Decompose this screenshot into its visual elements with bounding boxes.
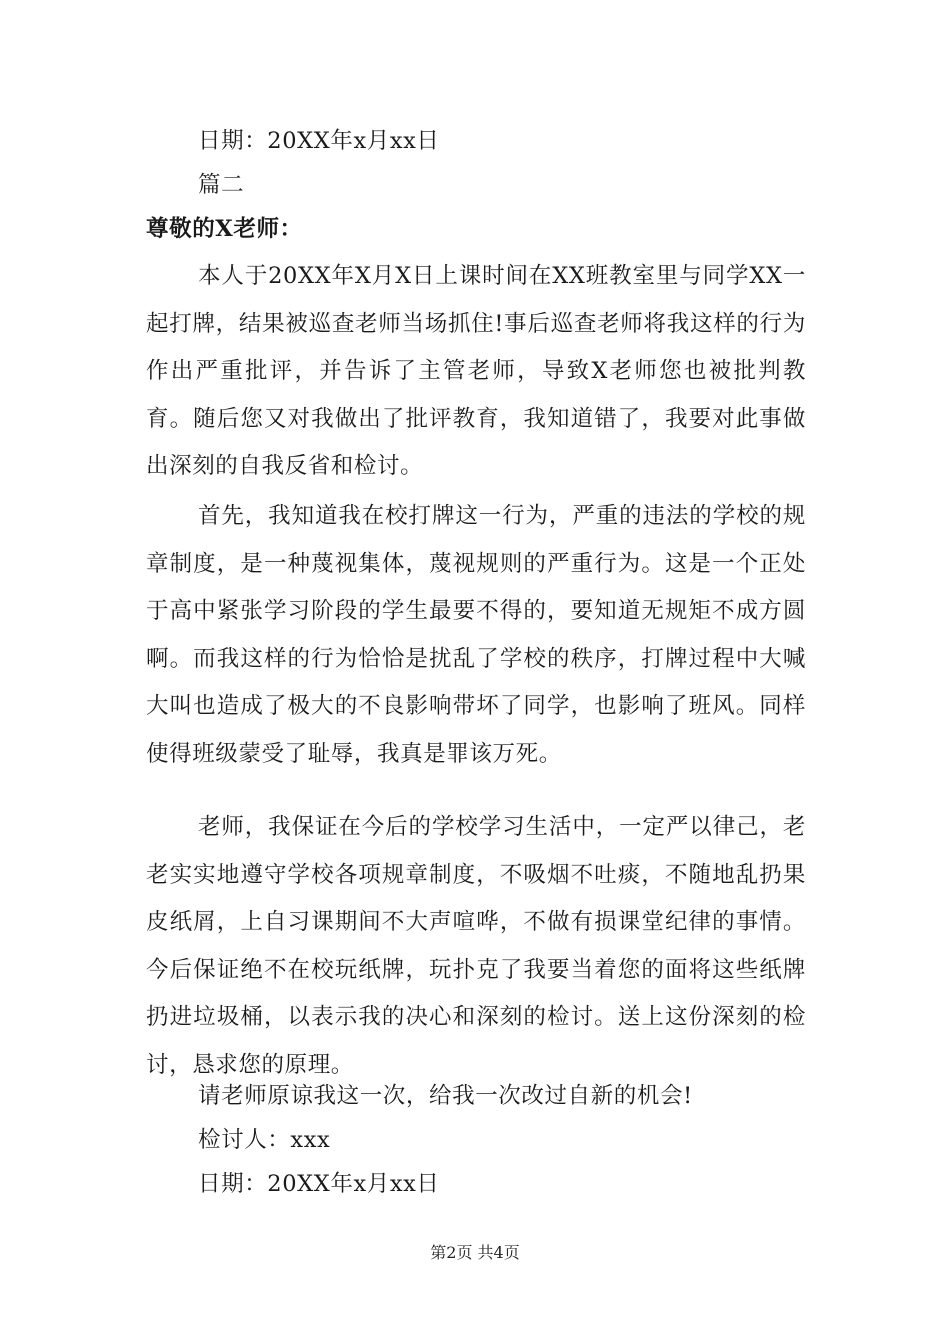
paragraph-1: 本人于20XX年X月X日上课时间在XX班教室里与同学XX一起打牌，结果被巡查老师当场抓住!事后巡查老师将我这样的行为作出严重批评，并告诉了主管老师，导致X老师您也被批判教育。随后您又对我做出了批评教育，我知道错了，我要对此事做出深刻的自我反省和检讨。 (146, 263, 806, 480)
paragraph-3: 老师，我保证在今后的学校学习生活中，一定严以律己，老老实实地遵守学校各项规章制度，不吸烟不吐痰，不随地乱扔果皮纸屑，上自习课期间不大声喧哗，不做有损课堂纪律的事情。今后保证绝不在校玩纸牌，玩扑克了我要当着您的面将这些纸牌扔进垃圾桶，以表示我的决心和深刻的检讨。送上这份深刻的检讨，恳求您的原理。 (146, 814, 806, 1078)
page-footer: 第2页 共4页 (430, 1243, 520, 1262)
section-title: 篇二 (198, 172, 245, 198)
signer-line: 检讨人：xxx (198, 1127, 331, 1153)
salutation: 尊敬的X老师： (146, 216, 303, 242)
paragraph-2: 首先，我知道我在校打牌这一行为，严重的违法的学校的规章制度，是一种蔑视集体，蔑视规则的严重行为。这是一个正处于高中紧张学习阶段的学生最要不得的，要知道无规矩不成方圆啊。而我这样的行为恰恰是扰乱了学校的秩序，打牌过程中大喊大叫也造成了极大的不良影响带坏了同学，也影响了班风。同样使得班级蒙受了耻辱，我真是罪该万死。 (146, 503, 806, 767)
date-line-top: 日期：20XX年x月xx日 (198, 128, 440, 154)
closing-request: 请老师原谅我这一次，给我一次改过自新的机会! (198, 1083, 693, 1109)
date-line-bottom: 日期：20XX年x月xx日 (198, 1171, 440, 1197)
